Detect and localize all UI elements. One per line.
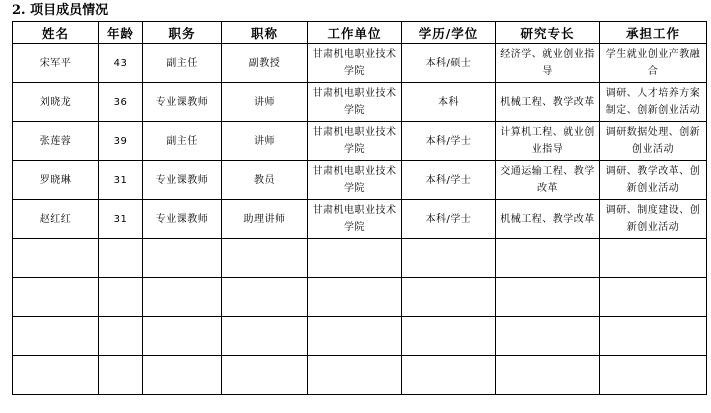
cell-title: 讲师 <box>222 122 308 161</box>
header-position: 职务 <box>143 22 222 44</box>
header-education: 学历/学位 <box>402 22 496 44</box>
cell-title: 教员 <box>222 161 308 200</box>
empty-cell <box>402 239 496 278</box>
empty-cell <box>222 356 308 395</box>
cell-name: 罗晓琳 <box>13 161 99 200</box>
cell-education: 本科/学士 <box>402 122 496 161</box>
empty-cell <box>99 356 143 395</box>
cell-age: 31 <box>99 161 143 200</box>
empty-cell <box>143 317 222 356</box>
cell-responsibility: 调研、人才培养方案制定、创新创业活动 <box>600 83 707 122</box>
empty-cell <box>13 356 99 395</box>
cell-name: 张莲蓉 <box>13 122 99 161</box>
empty-cell <box>600 317 707 356</box>
cell-name: 刘晓龙 <box>13 83 99 122</box>
cell-employer: 甘肃机电职业技术学院 <box>308 122 402 161</box>
header-title: 职称 <box>222 22 308 44</box>
cell-responsibility: 调研数据处理、创新创业活动 <box>600 122 707 161</box>
empty-row <box>13 317 707 356</box>
cell-position: 专业课教师 <box>143 200 222 239</box>
header-responsibility: 承担工作 <box>600 22 707 44</box>
cell-age: 36 <box>99 83 143 122</box>
header-expertise: 研究专长 <box>496 22 600 44</box>
empty-cell <box>143 356 222 395</box>
table-row <box>13 83 707 122</box>
cell-expertise: 机械工程、教学改革 <box>496 200 600 239</box>
empty-cell <box>143 278 222 317</box>
empty-cell <box>308 239 402 278</box>
empty-row <box>13 356 707 395</box>
table-row <box>13 200 707 239</box>
empty-cell <box>600 239 707 278</box>
cell-employer: 甘肃机电职业技术学院 <box>308 83 402 122</box>
cell-age: 39 <box>99 122 143 161</box>
cell-name: 宋军平 <box>13 44 99 83</box>
cell-title: 助理讲师 <box>222 200 308 239</box>
cell-expertise: 计算机工程、就业创业指导 <box>496 122 600 161</box>
empty-cell <box>308 317 402 356</box>
empty-cell <box>13 278 99 317</box>
cell-title: 讲师 <box>222 83 308 122</box>
empty-cell <box>99 317 143 356</box>
empty-cell <box>600 278 707 317</box>
table-row <box>13 122 707 161</box>
empty-cell <box>143 239 222 278</box>
cell-education: 本科 <box>402 83 496 122</box>
table-row <box>13 161 707 200</box>
cell-expertise: 交通运输工程、教学改革 <box>496 161 600 200</box>
cell-responsibility: 调研、教学改革、创新创业活动 <box>600 161 707 200</box>
cell-employer: 甘肃机电职业技术学院 <box>308 44 402 83</box>
empty-cell <box>600 356 707 395</box>
cell-expertise: 机械工程、教学改革 <box>496 83 600 122</box>
empty-cell <box>308 278 402 317</box>
empty-cell <box>222 278 308 317</box>
empty-cell <box>402 356 496 395</box>
cell-education: 本科/学士 <box>402 161 496 200</box>
empty-cell <box>13 317 99 356</box>
empty-cell <box>496 356 600 395</box>
cell-position: 副主任 <box>143 122 222 161</box>
cell-employer: 甘肃机电职业技术学院 <box>308 200 402 239</box>
cell-responsibility: 调研、制度建设、创新创业活动 <box>600 200 707 239</box>
cell-name: 赵红红 <box>13 200 99 239</box>
empty-cell <box>99 239 143 278</box>
project-members-table <box>12 21 707 395</box>
cell-position: 专业课教师 <box>143 161 222 200</box>
cell-position: 副主任 <box>143 44 222 83</box>
empty-cell <box>402 317 496 356</box>
cell-expertise: 经济学、就业创业指导 <box>496 44 600 83</box>
header-employer: 工作单位 <box>308 22 402 44</box>
empty-cell <box>402 278 496 317</box>
empty-cell <box>496 278 600 317</box>
empty-cell <box>222 239 308 278</box>
empty-cell <box>496 239 600 278</box>
empty-cell <box>222 317 308 356</box>
cell-employer: 甘肃机电职业技术学院 <box>308 161 402 200</box>
empty-cell <box>13 239 99 278</box>
header-age: 年龄 <box>99 22 143 44</box>
cell-education: 本科/硕士 <box>402 44 496 83</box>
header-row <box>13 22 707 44</box>
section-title: 2. 项目成员情况 <box>12 3 109 18</box>
empty-cell <box>496 317 600 356</box>
table-row <box>13 44 707 83</box>
header-name: 姓名 <box>13 22 99 44</box>
cell-position: 专业课教师 <box>143 83 222 122</box>
cell-age: 43 <box>99 44 143 83</box>
empty-row <box>13 239 707 278</box>
empty-cell <box>99 278 143 317</box>
cell-title: 副教授 <box>222 44 308 83</box>
cell-responsibility: 学生就业创业产教融合 <box>600 44 707 83</box>
cell-age: 31 <box>99 200 143 239</box>
empty-cell <box>308 356 402 395</box>
empty-row <box>13 278 707 317</box>
cell-education: 本科/学士 <box>402 200 496 239</box>
